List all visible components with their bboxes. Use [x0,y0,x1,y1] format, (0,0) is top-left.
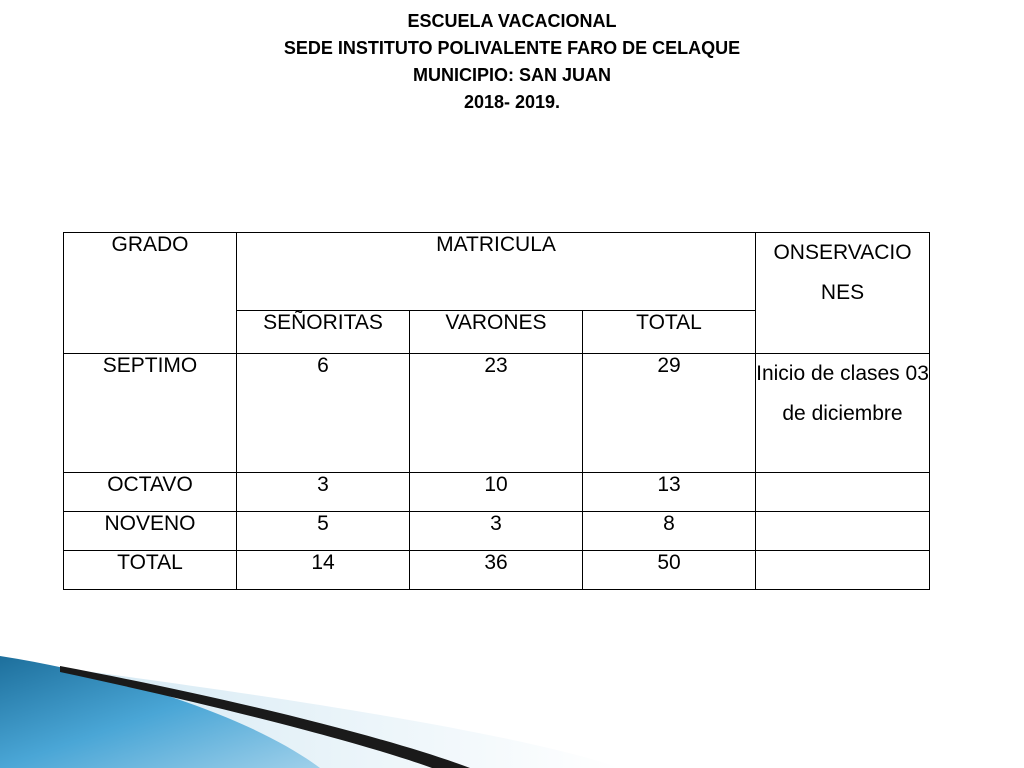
grado-cell: TOTAL [64,551,237,590]
table-header-row [64,233,930,311]
observaciones-cell [756,473,930,512]
municipality: MUNICIPIO: SAN JUAN [412,65,611,85]
institute-name: SEDE INSTITUTO POLIVALENTE FARO DE CELAQUE [283,38,741,58]
varones-cell: 36 [410,551,583,590]
total-header: TOTAL [583,311,756,354]
total-cell: 29 [583,354,756,473]
total-cell: 8 [583,512,756,551]
total-cell: 50 [583,551,756,590]
table-total-row [64,551,930,590]
senoritas-cell: 5 [237,512,410,551]
grado-cell: NOVENO [64,512,237,551]
observaciones-cell: Inicio de clases 03 de diciembre [756,354,930,473]
grado-header: GRADO [64,233,237,354]
document-header [0,8,1024,116]
enrollment-table [63,232,930,590]
observaciones-cell [756,512,930,551]
table-row [64,473,930,512]
senoritas-cell: 6 [237,354,410,473]
varones-header: VARONES [410,311,583,354]
school-year: 2018- 2019. [463,92,561,112]
varones-cell: 10 [410,473,583,512]
senoritas-cell: 14 [237,551,410,590]
school-name: ESCUELA VACACIONAL [407,11,617,31]
grado-cell: OCTAVO [64,473,237,512]
varones-cell: 3 [410,512,583,551]
grado-cell: SEPTIMO [64,354,237,473]
table-row [64,512,930,551]
decorative-swoosh [0,638,1024,768]
total-cell: 13 [583,473,756,512]
senoritas-cell: 3 [237,473,410,512]
table-row [64,354,930,473]
matricula-header: MATRICULA [237,233,756,311]
senoritas-header: SEÑORITAS [237,311,410,354]
observaciones-header: ONSERVACIO NES [756,233,930,354]
observaciones-cell [756,551,930,590]
varones-cell: 23 [410,354,583,473]
